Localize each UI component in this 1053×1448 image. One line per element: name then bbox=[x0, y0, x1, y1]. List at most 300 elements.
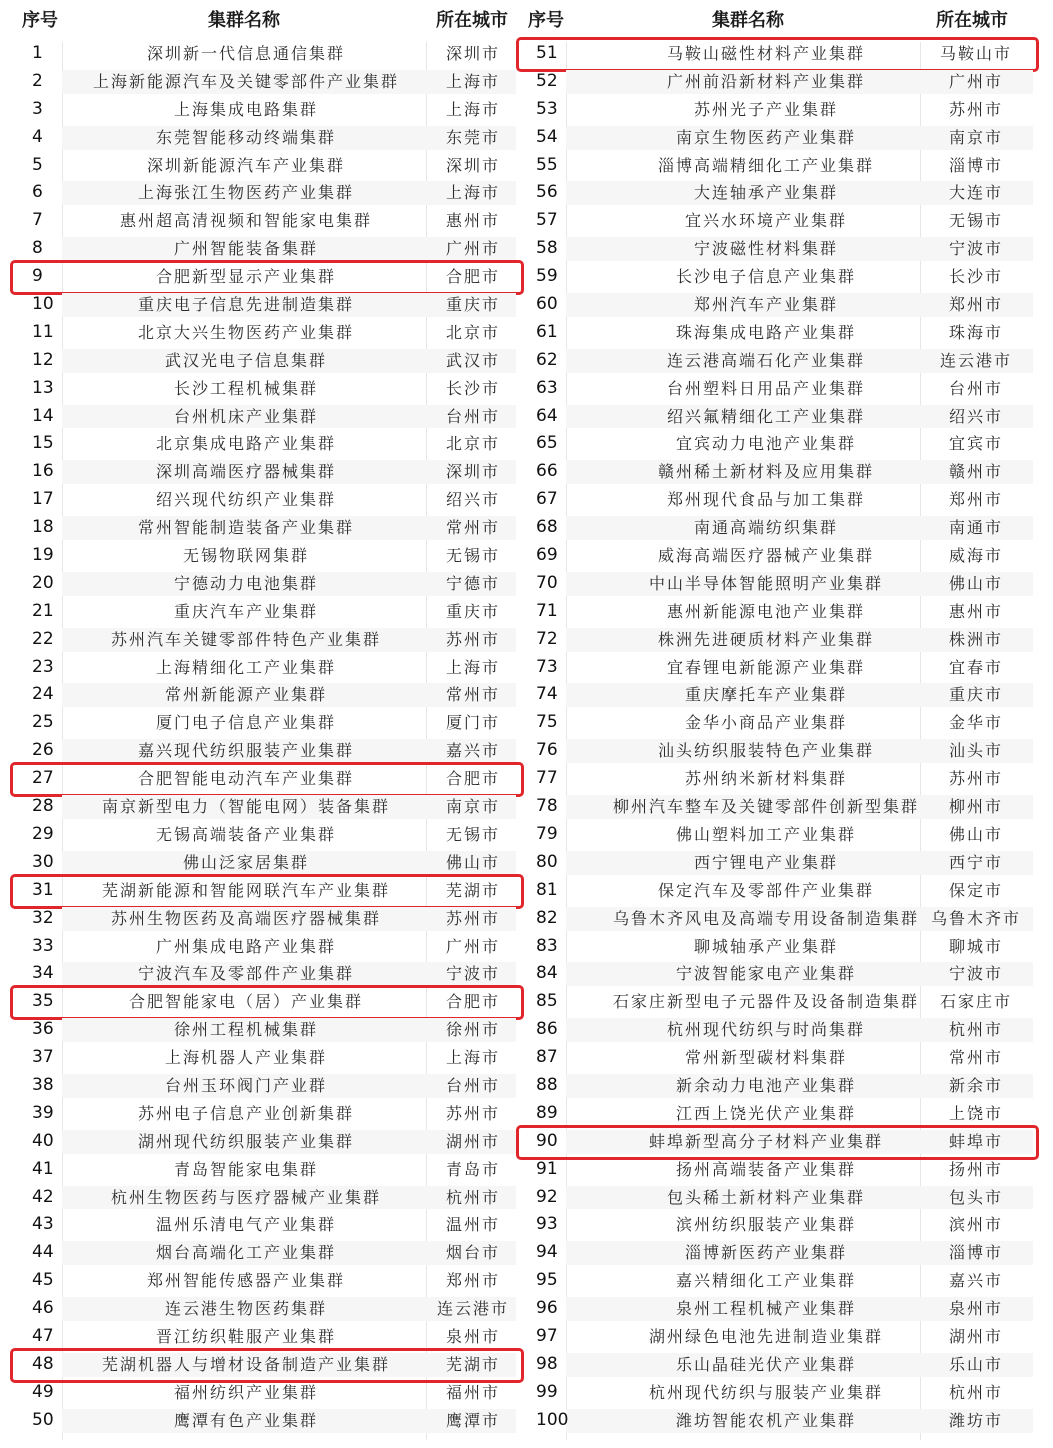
table-right-half bbox=[522, 0, 1053, 1448]
row-number: 97 bbox=[536, 1325, 558, 1346]
table-row bbox=[0, 403, 522, 431]
city-name: 杭州市 bbox=[948, 1020, 1003, 1040]
table-row bbox=[522, 152, 1053, 180]
row-number: 68 bbox=[536, 517, 558, 538]
cluster-name: 宁德动力电池集群 bbox=[173, 573, 318, 593]
cluster-name: 北京集成电路产业集群 bbox=[155, 434, 336, 454]
city-name: 柳州市 bbox=[948, 797, 1003, 817]
row-number: 16 bbox=[32, 461, 54, 482]
city-name: 广州市 bbox=[948, 71, 1003, 91]
cluster-name: 佛山塑料加工产业集群 bbox=[675, 824, 856, 844]
row-number: 24 bbox=[32, 684, 54, 705]
cluster-name: 苏州纳米新材料集群 bbox=[684, 769, 847, 789]
table-row bbox=[0, 905, 522, 933]
cluster-name: 芜湖机器人与增材设备制造产业集群 bbox=[101, 1354, 390, 1374]
cluster-name: 乌鲁木齐风电及高端专用设备制造集群 bbox=[612, 908, 919, 928]
cluster-name: 连云港高端石化产业集群 bbox=[666, 350, 865, 370]
cluster-name: 湖州绿色电池先进制造业集群 bbox=[648, 1326, 883, 1346]
row-number: 79 bbox=[536, 823, 558, 844]
cluster-name: 宜宾动力电池产业集群 bbox=[675, 434, 856, 454]
table-row bbox=[522, 681, 1053, 709]
city-name: 石家庄市 bbox=[939, 992, 1012, 1012]
highlight-box bbox=[516, 1125, 1039, 1160]
cluster-name: 上海集成电路集群 bbox=[173, 99, 318, 119]
city-name: 滨州市 bbox=[948, 1215, 1003, 1235]
city-name: 上海市 bbox=[445, 1048, 500, 1068]
header-city: 所在城市 bbox=[936, 10, 1008, 31]
row-number: 28 bbox=[32, 796, 54, 817]
city-name: 重庆市 bbox=[445, 601, 500, 621]
cluster-name: 上海机器人产业集群 bbox=[164, 1048, 327, 1068]
table-row bbox=[522, 40, 1053, 68]
cluster-name: 苏州电子信息产业创新集群 bbox=[137, 1103, 354, 1123]
cluster-name: 赣州稀土新材料及应用集群 bbox=[657, 462, 874, 482]
table-row bbox=[522, 179, 1053, 207]
row-number: 42 bbox=[32, 1186, 54, 1207]
city-name: 长沙市 bbox=[948, 267, 1003, 287]
city-name: 上饶市 bbox=[948, 1103, 1003, 1123]
city-name: 惠州市 bbox=[948, 601, 1003, 621]
table-row bbox=[522, 1156, 1053, 1184]
row-number: 53 bbox=[536, 98, 558, 119]
table-row bbox=[0, 681, 522, 709]
city-name: 绍兴市 bbox=[445, 490, 500, 510]
row-number: 41 bbox=[32, 1158, 54, 1179]
cluster-name: 杭州生物医药与医疗器械产业集群 bbox=[110, 1187, 381, 1207]
row-number: 77 bbox=[536, 768, 558, 789]
row-number: 18 bbox=[32, 517, 54, 538]
header-seq: 序号 bbox=[22, 10, 58, 31]
cluster-name: 深圳高端医疗器械集群 bbox=[155, 462, 336, 482]
city-name: 苏州市 bbox=[948, 99, 1003, 119]
row-number: 88 bbox=[536, 1074, 558, 1095]
row-number: 93 bbox=[536, 1214, 558, 1235]
cluster-name: 重庆汽车产业集群 bbox=[173, 601, 318, 621]
city-name: 惠州市 bbox=[445, 211, 500, 231]
table-row bbox=[522, 263, 1053, 291]
row-number: 12 bbox=[32, 349, 54, 370]
table-row bbox=[522, 514, 1053, 542]
cluster-name: 杭州现代纺织与时尚集群 bbox=[666, 1020, 865, 1040]
row-number: 86 bbox=[536, 1019, 558, 1040]
row-number: 7 bbox=[32, 210, 43, 231]
city-name: 苏州市 bbox=[948, 769, 1003, 789]
city-name: 南京市 bbox=[445, 797, 500, 817]
cluster-name: 合肥智能家电（居）产业集群 bbox=[128, 992, 363, 1012]
cluster-name: 无锡高端装备产业集群 bbox=[155, 824, 336, 844]
city-name: 淄博市 bbox=[948, 155, 1003, 175]
cluster-name: 台州玉环阀门产业群 bbox=[164, 1075, 327, 1095]
table-row bbox=[522, 905, 1053, 933]
cluster-name: 乐山晶硅光伏产业集群 bbox=[675, 1354, 856, 1374]
cluster-name: 常州新能源产业集群 bbox=[164, 685, 327, 705]
city-name: 保定市 bbox=[948, 880, 1003, 900]
table-row bbox=[0, 235, 522, 263]
cluster-name: 烟台高端化工产业集群 bbox=[155, 1243, 336, 1263]
row-number: 5 bbox=[32, 154, 43, 175]
cluster-name: 南通高端纺织集群 bbox=[693, 518, 838, 538]
cluster-name: 宁波智能家电产业集群 bbox=[675, 964, 856, 984]
row-number: 62 bbox=[536, 349, 558, 370]
row-number: 44 bbox=[32, 1242, 54, 1263]
city-name: 台州市 bbox=[948, 378, 1003, 398]
row-number: 23 bbox=[32, 656, 54, 677]
row-number: 87 bbox=[536, 1047, 558, 1068]
table-row bbox=[522, 877, 1053, 905]
row-number: 35 bbox=[32, 991, 54, 1012]
cluster-name: 柳州汽车整车及关键零部件创新型集群 bbox=[612, 797, 919, 817]
city-name: 深圳市 bbox=[445, 155, 500, 175]
row-number: 30 bbox=[32, 851, 54, 872]
city-name: 台州市 bbox=[445, 1075, 500, 1095]
city-name: 湖州市 bbox=[445, 1131, 500, 1151]
row-number: 81 bbox=[536, 879, 558, 900]
table-left-half bbox=[0, 0, 522, 1448]
cluster-name: 上海精细化工产业集群 bbox=[155, 657, 336, 677]
city-name: 东莞市 bbox=[445, 127, 500, 147]
table-row bbox=[0, 849, 522, 877]
row-number: 48 bbox=[32, 1353, 54, 1374]
header-cluster-name: 集群名称 bbox=[712, 10, 784, 31]
table-row bbox=[522, 626, 1053, 654]
cluster-name: 台州塑料日用品产业集群 bbox=[666, 378, 865, 398]
table-row bbox=[0, 1156, 522, 1184]
row-number: 100 bbox=[536, 1409, 569, 1430]
cluster-name: 晋江纺织鞋服产业集群 bbox=[155, 1326, 336, 1346]
table-header bbox=[0, 0, 522, 40]
row-number: 15 bbox=[32, 433, 54, 454]
table-row bbox=[0, 542, 522, 570]
city-name: 苏州市 bbox=[445, 629, 500, 649]
cluster-name: 芜湖新能源和智能网联汽车产业集群 bbox=[101, 880, 390, 900]
city-name: 重庆市 bbox=[445, 295, 500, 315]
table-row bbox=[0, 933, 522, 961]
cluster-name: 连云港生物医药集群 bbox=[164, 1299, 327, 1319]
cluster-name: 合肥新型显示产业集群 bbox=[155, 267, 336, 287]
cluster-name: 常州新型碳材料集群 bbox=[684, 1048, 847, 1068]
table-row bbox=[0, 514, 522, 542]
row-number: 90 bbox=[536, 1130, 558, 1151]
table-row bbox=[0, 375, 522, 403]
cluster-name: 保定汽车及零部件产业集群 bbox=[657, 880, 874, 900]
row-number: 73 bbox=[536, 656, 558, 677]
cluster-name: 蚌埠新型高分子材料产业集群 bbox=[648, 1131, 883, 1151]
row-number: 70 bbox=[536, 572, 558, 593]
table-row bbox=[0, 1128, 522, 1156]
table-row bbox=[0, 207, 522, 235]
cluster-name: 包头稀土新材料产业集群 bbox=[666, 1187, 865, 1207]
row-number: 95 bbox=[536, 1270, 558, 1291]
cluster-name: 深圳新一代信息通信集群 bbox=[146, 44, 345, 63]
table-row bbox=[0, 1072, 522, 1100]
row-number: 84 bbox=[536, 963, 558, 984]
table-row bbox=[0, 570, 522, 598]
row-number: 10 bbox=[32, 294, 54, 315]
city-name: 合肥市 bbox=[445, 267, 500, 287]
city-name: 嘉兴市 bbox=[445, 741, 500, 761]
cluster-name: 聊城轴承产业集群 bbox=[693, 936, 838, 956]
cluster-name: 苏州汽车关键零部件特色产业集群 bbox=[110, 629, 381, 649]
city-name: 鹰潭市 bbox=[445, 1410, 500, 1430]
table-row bbox=[0, 291, 522, 319]
row-number: 43 bbox=[32, 1214, 54, 1235]
row-number: 32 bbox=[32, 907, 54, 928]
cluster-name: 佛山泛家居集群 bbox=[182, 852, 309, 872]
table-row bbox=[522, 347, 1053, 375]
row-number: 1 bbox=[32, 43, 43, 63]
cluster-name: 淄博高端精细化工产业集群 bbox=[657, 155, 874, 175]
table-row bbox=[0, 68, 522, 96]
cluster-name: 长沙电子信息产业集群 bbox=[675, 267, 856, 287]
city-name: 常州市 bbox=[445, 685, 500, 705]
table-row bbox=[0, 1295, 522, 1323]
table-row bbox=[522, 1044, 1053, 1072]
highlight-box bbox=[10, 762, 524, 797]
table-row bbox=[522, 1211, 1053, 1239]
row-number: 22 bbox=[32, 628, 54, 649]
city-name: 宜春市 bbox=[948, 657, 1003, 677]
city-name: 广州市 bbox=[445, 239, 500, 259]
table-row bbox=[0, 737, 522, 765]
city-name: 合肥市 bbox=[445, 992, 500, 1012]
city-name: 郑州市 bbox=[948, 295, 1003, 315]
cluster-name: 北京大兴生物医药产业集群 bbox=[137, 322, 354, 342]
header-city: 所在城市 bbox=[436, 10, 508, 31]
table-row bbox=[522, 570, 1053, 598]
row-number: 45 bbox=[32, 1270, 54, 1291]
table-row bbox=[0, 960, 522, 988]
table-row bbox=[0, 486, 522, 514]
city-name: 乌鲁木齐市 bbox=[930, 908, 1021, 928]
row-number: 96 bbox=[536, 1298, 558, 1319]
table-row bbox=[522, 1267, 1053, 1295]
table-row bbox=[522, 124, 1053, 152]
row-number: 89 bbox=[536, 1102, 558, 1123]
city-name: 宁德市 bbox=[445, 573, 500, 593]
row-number: 11 bbox=[32, 321, 54, 342]
table-row bbox=[0, 152, 522, 180]
city-name: 南京市 bbox=[948, 127, 1003, 147]
city-name: 乐山市 bbox=[948, 1354, 1003, 1374]
city-name: 武汉市 bbox=[445, 350, 500, 370]
cluster-name: 南京新型电力（智能电网）装备集群 bbox=[101, 797, 390, 817]
row-number: 69 bbox=[536, 545, 558, 566]
city-name: 赣州市 bbox=[948, 462, 1003, 482]
highlight-box bbox=[10, 1348, 524, 1383]
row-number: 38 bbox=[32, 1074, 54, 1095]
city-name: 深圳市 bbox=[445, 462, 500, 482]
row-number: 26 bbox=[32, 740, 54, 761]
city-name: 珠海市 bbox=[948, 322, 1003, 342]
row-number: 46 bbox=[32, 1298, 54, 1319]
row-number: 14 bbox=[32, 405, 54, 426]
table-row bbox=[0, 877, 522, 905]
city-name: 佛山市 bbox=[445, 852, 500, 872]
cluster-name: 东莞智能移动终端集群 bbox=[155, 127, 336, 147]
row-number: 2 bbox=[32, 70, 43, 91]
city-name: 常州市 bbox=[445, 518, 500, 538]
table-row bbox=[0, 598, 522, 626]
table-row bbox=[0, 319, 522, 347]
row-number: 58 bbox=[536, 238, 558, 259]
cluster-name: 淄博新医药产业集群 bbox=[684, 1243, 847, 1263]
cluster-name: 常州智能制造装备产业集群 bbox=[137, 518, 354, 538]
table-row bbox=[522, 849, 1053, 877]
city-name: 无锡市 bbox=[445, 824, 500, 844]
city-name: 包头市 bbox=[948, 1187, 1003, 1207]
cluster-name: 绍兴现代纺织产业集群 bbox=[155, 490, 336, 510]
row-number: 8 bbox=[32, 238, 43, 259]
row-number: 40 bbox=[32, 1130, 54, 1151]
cluster-name: 苏州光子产业集群 bbox=[693, 99, 838, 119]
row-number: 47 bbox=[32, 1325, 54, 1346]
cluster-name: 无锡物联网集群 bbox=[182, 546, 309, 566]
row-number: 67 bbox=[536, 489, 558, 510]
city-name: 泉州市 bbox=[948, 1299, 1003, 1319]
city-name: 台州市 bbox=[445, 406, 500, 426]
row-number: 36 bbox=[32, 1019, 54, 1040]
cluster-name: 郑州汽车产业集群 bbox=[693, 295, 838, 315]
cluster-name: 扬州高端装备产业集群 bbox=[675, 1159, 856, 1179]
city-name: 绍兴市 bbox=[948, 406, 1003, 426]
city-name: 深圳市 bbox=[445, 44, 500, 63]
row-number: 20 bbox=[32, 572, 54, 593]
table-row bbox=[522, 1100, 1053, 1128]
city-name: 大连市 bbox=[948, 183, 1003, 203]
row-number: 9 bbox=[32, 266, 43, 287]
table-body-left bbox=[0, 40, 522, 1435]
row-number: 6 bbox=[32, 182, 43, 203]
table-row bbox=[0, 1211, 522, 1239]
cluster-name: 上海新能源汽车及关键零部件产业集群 bbox=[92, 71, 399, 91]
table-row bbox=[522, 933, 1053, 961]
cluster-name: 珠海集成电路产业集群 bbox=[675, 322, 856, 342]
header-seq: 序号 bbox=[528, 10, 564, 31]
cluster-name: 泉州工程机械产业集群 bbox=[675, 1299, 856, 1319]
city-name: 烟台市 bbox=[445, 1243, 500, 1263]
city-name: 上海市 bbox=[445, 657, 500, 677]
row-number: 72 bbox=[536, 628, 558, 649]
row-number: 82 bbox=[536, 907, 558, 928]
table-row bbox=[0, 458, 522, 486]
cluster-name: 新余动力电池产业集群 bbox=[675, 1075, 856, 1095]
table-row bbox=[0, 1016, 522, 1044]
city-name: 苏州市 bbox=[445, 1103, 500, 1123]
city-name: 宁波市 bbox=[948, 239, 1003, 259]
row-number: 3 bbox=[32, 98, 43, 119]
row-number: 83 bbox=[536, 935, 558, 956]
city-name: 威海市 bbox=[948, 546, 1003, 566]
cluster-name: 石家庄新型电子元器件及设备制造集群 bbox=[612, 992, 919, 1012]
table-row bbox=[522, 430, 1053, 458]
table-row bbox=[522, 960, 1053, 988]
table-row bbox=[0, 1379, 522, 1407]
table-row bbox=[0, 263, 522, 291]
table-row bbox=[0, 626, 522, 654]
city-name: 汕头市 bbox=[948, 741, 1003, 761]
city-name: 淄博市 bbox=[948, 1243, 1003, 1263]
table-row bbox=[522, 207, 1053, 235]
highlight-box bbox=[10, 874, 524, 909]
city-name: 常州市 bbox=[948, 1048, 1003, 1068]
cluster-name: 滨州纺织服装产业集群 bbox=[675, 1215, 856, 1235]
table-row bbox=[522, 68, 1053, 96]
cluster-name: 宁波汽车及零部件产业集群 bbox=[137, 964, 354, 984]
cluster-name: 宜春锂电新能源产业集群 bbox=[666, 657, 865, 677]
cluster-name: 郑州现代食品与加工集群 bbox=[666, 490, 865, 510]
row-number: 57 bbox=[536, 210, 558, 231]
row-number: 78 bbox=[536, 796, 558, 817]
table-row bbox=[0, 1100, 522, 1128]
row-number: 19 bbox=[32, 545, 54, 566]
cluster-name: 青岛智能家电集群 bbox=[173, 1159, 318, 1179]
row-number: 85 bbox=[536, 991, 558, 1012]
table-row bbox=[522, 1239, 1053, 1267]
cluster-name: 湖州现代纺织服装产业集群 bbox=[137, 1131, 354, 1151]
city-name: 泉州市 bbox=[445, 1326, 500, 1346]
row-number: 4 bbox=[32, 126, 43, 147]
table-row bbox=[522, 1351, 1053, 1379]
table-row bbox=[522, 765, 1053, 793]
cluster-name: 大连轴承产业集群 bbox=[693, 183, 838, 203]
city-name: 南通市 bbox=[948, 518, 1003, 538]
row-number: 98 bbox=[536, 1353, 558, 1374]
table-row bbox=[522, 1016, 1053, 1044]
table-header bbox=[522, 0, 1053, 40]
table-row bbox=[522, 598, 1053, 626]
table-row bbox=[522, 458, 1053, 486]
table-row bbox=[522, 654, 1053, 682]
cluster-name: 长沙工程机械集群 bbox=[173, 378, 318, 398]
city-name: 连云港市 bbox=[939, 350, 1012, 370]
table-row bbox=[522, 1407, 1053, 1435]
city-name: 上海市 bbox=[445, 183, 500, 203]
cluster-name: 福州纺织产业集群 bbox=[173, 1382, 318, 1402]
city-name: 扬州市 bbox=[948, 1159, 1003, 1179]
city-name: 芜湖市 bbox=[445, 880, 500, 900]
cluster-name: 威海高端医疗器械产业集群 bbox=[657, 546, 874, 566]
city-name: 上海市 bbox=[445, 71, 500, 91]
cluster-name: 绍兴氟精细化工产业集群 bbox=[666, 406, 865, 426]
city-name: 芜湖市 bbox=[445, 1354, 500, 1374]
city-name: 青岛市 bbox=[445, 1159, 500, 1179]
row-number: 49 bbox=[32, 1381, 54, 1402]
cluster-name: 金华小商品产业集群 bbox=[684, 713, 847, 733]
city-name: 北京市 bbox=[445, 434, 500, 454]
row-number: 66 bbox=[536, 461, 558, 482]
city-name: 宁波市 bbox=[445, 964, 500, 984]
row-number: 74 bbox=[536, 684, 558, 705]
table-row bbox=[522, 988, 1053, 1016]
cluster-name: 潍坊智能农机产业集群 bbox=[675, 1410, 856, 1430]
row-number: 34 bbox=[32, 963, 54, 984]
row-number: 56 bbox=[536, 182, 558, 203]
row-number: 25 bbox=[32, 712, 54, 733]
city-name: 厦门市 bbox=[445, 713, 500, 733]
cluster-name: 嘉兴现代纺织服装产业集群 bbox=[137, 741, 354, 761]
cluster-name: 西宁锂电产业集群 bbox=[693, 852, 838, 872]
city-name: 北京市 bbox=[445, 322, 500, 342]
city-name: 佛山市 bbox=[948, 824, 1003, 844]
table-row bbox=[0, 40, 522, 68]
city-name: 马鞍山市 bbox=[939, 44, 1012, 63]
row-number: 51 bbox=[536, 43, 558, 63]
table-row bbox=[522, 821, 1053, 849]
city-name: 嘉兴市 bbox=[948, 1271, 1003, 1291]
row-number: 75 bbox=[536, 712, 558, 733]
table-row bbox=[522, 1323, 1053, 1351]
city-name: 佛山市 bbox=[948, 573, 1003, 593]
